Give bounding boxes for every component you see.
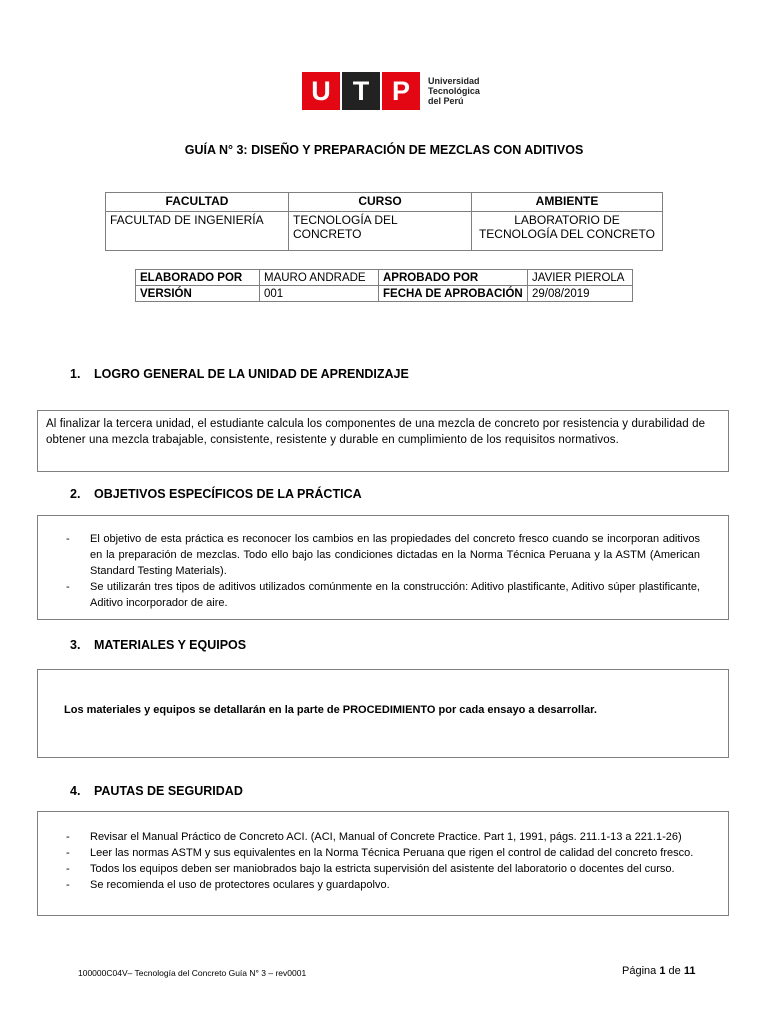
- utp-logo: [302, 72, 480, 110]
- header-facultad: FACULTAD: [106, 193, 289, 212]
- list-item: - Leer las normas ASTM y sus equivalentes en la Norma Técnica Peruana que rigen el control de calidad del concreto fresco.: [66, 845, 720, 861]
- value-version: 001: [260, 286, 379, 302]
- header-curso: CURSO: [289, 193, 472, 212]
- logo-letter-u: U: [302, 72, 340, 110]
- course-info-table: [105, 192, 663, 251]
- value-fecha: 29/08/2019: [528, 286, 633, 302]
- section-3-heading: 3. MATERIALES Y EQUIPOS: [70, 638, 247, 652]
- section-1-heading: 1. LOGRO GENERAL DE LA UNIDAD DE APRENDIZAJE: [70, 367, 409, 381]
- cell-facultad: FACULTAD DE INGENIERÍA: [106, 212, 289, 251]
- section-3-text: Los materiales y equipos se detallarán en la parte de PROCEDIMIENTO por cada ensayo a desarrollar.: [64, 704, 597, 716]
- logo-letter-p: P: [382, 72, 420, 110]
- list-item: - Todos los equipos deben ser maniobrados bajo la estricta supervisión del asistente del laboratorio o docentes del curso.: [66, 861, 720, 877]
- section-3-box: [37, 669, 729, 758]
- cell-ambiente: LABORATORIO DE TECNOLOGÍA DEL CONCRETO: [472, 212, 663, 251]
- section-1-box: [37, 410, 729, 472]
- section-2-box: [37, 515, 729, 620]
- safety-list: [66, 829, 720, 893]
- page-number: Página 1 de 11: [622, 965, 696, 977]
- label-aprobado: APROBADO POR: [379, 270, 528, 286]
- section-2-heading: 2. OBJETIVOS ESPECÍFICOS DE LA PRÁCTICA: [70, 487, 362, 501]
- label-fecha: FECHA DE APROBACIÓN: [379, 286, 528, 302]
- document-title: GUÍA N° 3: DISEÑO Y PREPARACIÓN DE MEZCLAS CON ADITIVOS: [184, 143, 584, 157]
- footer-doc-code: 100000C04V– Tecnología del Concreto Guía N° 3 – rev0001: [78, 968, 307, 978]
- label-version: VERSIÓN: [136, 286, 260, 302]
- label-elaborado: ELABORADO POR: [136, 270, 260, 286]
- value-elaborado: MAURO ANDRADE: [260, 270, 379, 286]
- section-4-box: [37, 811, 729, 916]
- approval-table: [135, 269, 633, 302]
- list-item: - Se utilizarán tres tipos de aditivos utilizados comúnmente en la construcción: Aditivo plastificante, Aditivo súper plastificante, Aditivo incorporador de aire.: [66, 579, 700, 611]
- cell-curso: TECNOLOGÍA DEL CONCRETO: [289, 212, 472, 251]
- logo-letter-t: T: [342, 72, 380, 110]
- objectives-list: [66, 531, 700, 611]
- list-item: - Revisar el Manual Práctico de Concreto ACI. (ACI, Manual of Concrete Practice. Part 1, 1991, págs. 211.1-13 a 221.1-26): [66, 829, 720, 845]
- header-ambiente: AMBIENTE: [472, 193, 663, 212]
- list-item: - El objetivo de esta práctica es reconocer los cambios en las propiedades del concreto fresco cuando se incorporan aditivos en la preparación de mezclas. Todo ello bajo las condiciones dictadas en la Norma Técnica Peruana y la ASTM (American Standard Testing Materials).: [66, 531, 700, 579]
- section-1-text: Al finalizar la tercera unidad, el estudiante calcula los componentes de una mezcla de concreto por resistencia y durabilidad de obtener una mezcla trabajable, consistente, resistente y durable en cumplimiento de los requisitos normativos.: [46, 418, 706, 446]
- logo-text: Universidad Tecnológica del Perú: [428, 76, 480, 106]
- value-aprobado: JAVIER PIEROLA: [528, 270, 633, 286]
- section-4-heading: 4. PAUTAS DE SEGURIDAD: [70, 784, 243, 798]
- list-item: - Se recomienda el uso de protectores oculares y guardapolvo.: [66, 877, 720, 893]
